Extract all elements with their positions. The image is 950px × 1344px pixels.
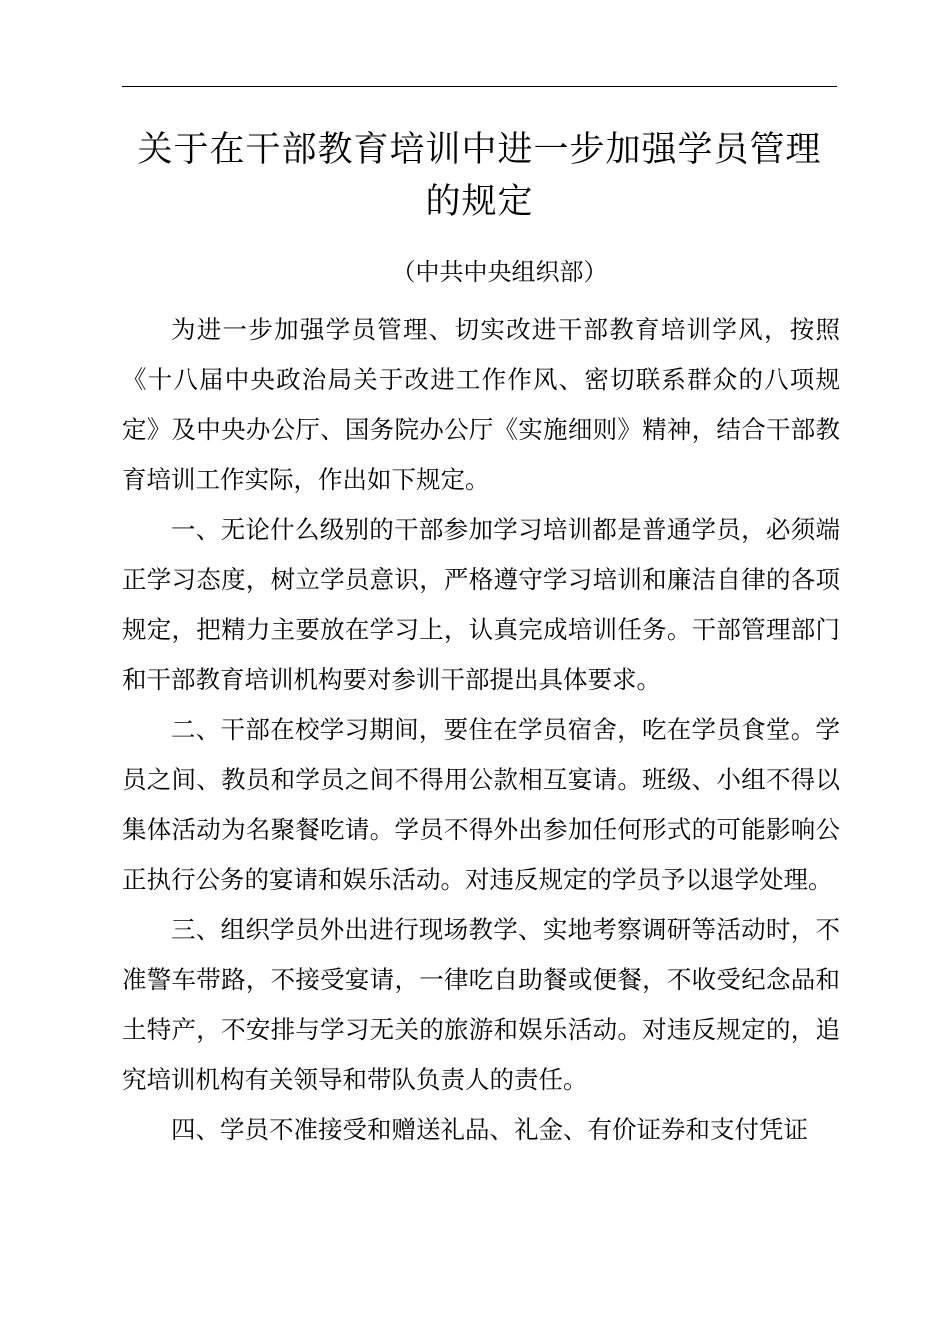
document-title: 关于在干部教育培训中进一步加强学员管理的规定 (137, 130, 822, 222)
paragraph-preamble: 为进一步加强学员管理、切实改进干部教育培训学风，按照《十八届中央政治局关于改进工作作风、密切联系群众的八项规定》及中央办公厅、国务院办公厅《实施细则》精神，结合干部教育培训工作实际，作出如下规定。 (122, 315, 840, 494)
document-issuer: （中共中央组织部） (391, 258, 608, 286)
document-body (122, 305, 840, 1155)
paragraph-article-3: 三、组织学员外出进行现场教学、实地考察调研等活动时，不准警车带路，不接受宴请，一律吃自助餐或便餐，不收受纪念品和土特产，不安排与学习无关的旅游和娱乐活动。对违反规定的，追究培训机构有关领导和带队负责人的责任。 (122, 915, 840, 1094)
paragraph-article-2: 二、干部在校学习期间，要住在学员宿舍，吃在学员食堂。学员之间、教员和学员之间不得用公款相互宴请。班级、小组不得以集体活动为名聚餐吃请。学员不得外出参加任何形式的可能影响公正执行公务的宴请和娱乐活动。对违反规定的学员予以退学处理。 (122, 715, 840, 894)
paragraph-article-4: 四、学员不准接受和赠送礼品、礼金、有价证券和支付凭证 (171, 1115, 808, 1144)
header-rule (122, 86, 837, 87)
paragraph-article-1: 一、无论什么级别的干部参加学习培训都是普通学员，必须端正学习态度，树立学员意识，严格遵守学习培训和廉洁自律的各项规定，把精力主要放在学习上，认真完成培训任务。干部管理部门和干部教育培训机构要对参训干部提出具体要求。 (122, 515, 840, 694)
